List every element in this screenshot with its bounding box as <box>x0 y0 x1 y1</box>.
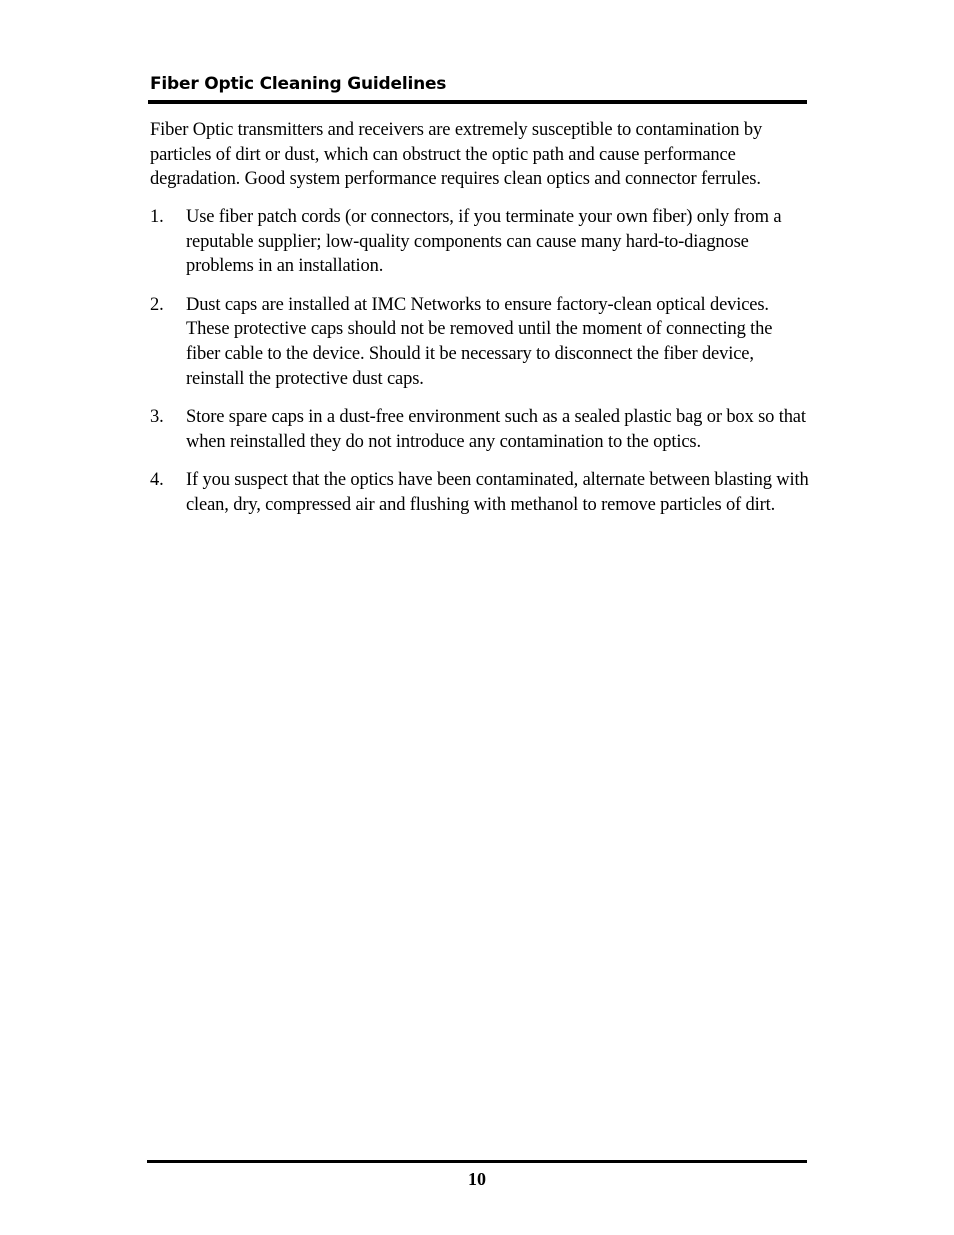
heading-rule <box>148 100 807 104</box>
list-item-number: 4. <box>150 469 164 490</box>
list-item-text: If you suspect that the optics have been contaminated, alternate between blasting with clean, dry, compressed air and flushing with methanol to remove particles of dirt. <box>186 469 809 515</box>
footer-rule <box>147 1160 807 1163</box>
list-item <box>150 468 810 517</box>
list-item-number: 1. <box>150 207 164 227</box>
list-item-text: Dust caps are installed at IMC Networks to ensure factory-clean optical devices. These protective caps should not be removed until the moment of connecting the fiber cable to the device. Should it be necessary to disconnect the fiber device, reinstall the protective dust caps. <box>186 294 773 389</box>
list-item <box>150 293 810 392</box>
list-item-number: 2. <box>150 294 164 315</box>
list-item-text: Store spare caps in a dust-free environment such as a sealed plastic bag or box so that when reinstalled they do not introduce any contamination to the optics. <box>186 406 806 452</box>
list-item <box>150 405 810 454</box>
page-number: 10 <box>468 1169 486 1189</box>
list-item <box>150 205 810 279</box>
list-item-text: Use fiber patch cords (or connectors, if you terminate your own fiber) only from a reputable supplier; low-quality components can cause many hard-to-diagnose problems in an installation. <box>186 207 782 277</box>
section-heading: Fiber Optic Cleaning Guidelines <box>150 74 447 94</box>
guidelines-list <box>150 205 810 531</box>
intro-paragraph: Fiber Optic transmitters and receivers are extremely susceptible to contamination by particles of dirt or dust, which can obstruct the optic path and cause performance degradation. Good system performance requires clean optics and connector ferrules. <box>150 120 763 190</box>
list-item-number: 3. <box>150 406 164 427</box>
